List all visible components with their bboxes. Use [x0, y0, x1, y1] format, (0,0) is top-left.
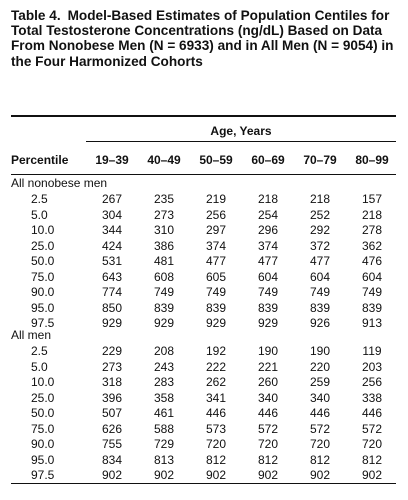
value-cell: 749 — [309, 285, 331, 299]
value-cell: 446 — [309, 406, 331, 420]
value-cell: 749 — [257, 285, 279, 299]
value-cell: 235 — [153, 192, 175, 206]
value-cell: 318 — [101, 375, 123, 389]
value-cell: 461 — [153, 406, 175, 420]
value-cell: 256 — [205, 207, 227, 222]
value-cell: 358 — [153, 390, 175, 405]
value-cell: 477 — [257, 254, 279, 268]
value-cell: 643 — [101, 269, 123, 284]
percentile-cell: 90.0 — [31, 437, 55, 451]
value-cell: 604 — [257, 269, 279, 284]
value-cell: 720 — [309, 437, 331, 451]
percentile-cell: 75.0 — [31, 269, 55, 284]
top-rule — [11, 115, 396, 117]
percentile-cell: 95.0 — [31, 452, 55, 467]
value-cell: 446 — [205, 406, 227, 420]
table-row — [0, 285, 408, 301]
value-cell: 834 — [101, 452, 123, 467]
age-spanner-header: Age, Years — [210, 124, 272, 138]
value-cell: 273 — [101, 359, 123, 374]
value-cell: 839 — [361, 300, 383, 315]
percentile-cell: 25.0 — [31, 390, 55, 405]
value-cell: 902 — [101, 468, 123, 482]
value-cell: 481 — [153, 254, 175, 268]
value-cell: 605 — [205, 269, 227, 284]
value-cell: 720 — [361, 437, 383, 451]
percentile-cell: 5.0 — [31, 359, 48, 374]
value-cell: 259 — [309, 375, 331, 389]
value-cell: 372 — [309, 238, 331, 253]
value-cell: 850 — [101, 300, 123, 315]
value-cell: 220 — [309, 359, 331, 374]
value-cell: 304 — [101, 207, 123, 222]
value-cell: 929 — [257, 316, 279, 330]
value-cell: 476 — [361, 254, 383, 268]
value-cell: 902 — [257, 468, 279, 482]
value-cell: 839 — [309, 300, 331, 315]
percentile-cell: 50.0 — [31, 406, 55, 420]
value-cell: 477 — [205, 254, 227, 268]
header-rule — [11, 174, 396, 175]
table-row — [0, 254, 408, 270]
table-row — [0, 223, 408, 239]
section-title: All nonobese men — [11, 176, 108, 190]
section-title: All men — [11, 328, 52, 342]
percentile-cell: 10.0 — [31, 375, 55, 389]
table-row — [0, 239, 408, 255]
percentile-cell: 25.0 — [31, 238, 55, 253]
value-cell: 929 — [205, 316, 227, 330]
table-row — [0, 391, 408, 407]
value-cell: 208 — [153, 344, 175, 358]
value-cell: 929 — [153, 316, 175, 330]
table-row — [0, 344, 408, 360]
value-cell: 218 — [309, 192, 331, 206]
value-cell: 292 — [309, 223, 331, 237]
value-cell: 573 — [205, 421, 227, 436]
value-cell: 243 — [153, 359, 175, 374]
value-cell: 839 — [205, 300, 227, 315]
value-cell: 267 — [101, 192, 123, 206]
table-title-text: Model-Based Estimates of Population Centiles for Total Testosterone Concentrations (ng/dL) Based on Data From Nonobese Men (N = 6933) and in All Men (N = 9054) in the Four Harmonized Cohorts — [11, 8, 394, 69]
value-cell: 203 — [361, 359, 383, 374]
value-cell: 278 — [361, 223, 383, 237]
table-row — [0, 360, 408, 376]
value-cell: 926 — [309, 316, 331, 330]
value-cell: 374 — [205, 238, 227, 253]
value-cell: 902 — [205, 468, 227, 482]
table-row — [0, 468, 408, 484]
percentile-cell: 97.5 — [31, 468, 55, 482]
value-cell: 572 — [361, 421, 383, 436]
percentile-cell: 90.0 — [31, 285, 55, 299]
value-cell: 424 — [101, 238, 123, 253]
percentile-cell: 2.5 — [31, 344, 48, 358]
value-cell: 157 — [361, 192, 383, 206]
percentile-cell: 95.0 — [31, 300, 55, 315]
age-column-header: 80–99 — [355, 153, 389, 167]
value-cell: 902 — [309, 468, 331, 482]
table-row — [0, 208, 408, 224]
value-cell: 812 — [205, 452, 227, 467]
age-column-header: 60–69 — [251, 153, 285, 167]
value-cell: 341 — [205, 390, 227, 405]
value-cell: 812 — [257, 452, 279, 467]
table-row — [0, 375, 408, 391]
value-cell: 720 — [257, 437, 279, 451]
value-cell: 297 — [205, 223, 227, 237]
value-cell: 749 — [153, 285, 175, 299]
value-cell: 218 — [257, 192, 279, 206]
age-column-header: 70–79 — [303, 153, 337, 167]
age-column-header: 50–59 — [199, 153, 233, 167]
value-cell: 477 — [309, 254, 331, 268]
value-cell: 749 — [361, 285, 383, 299]
percentile-cell: 50.0 — [31, 254, 55, 268]
percentile-cell: 5.0 — [31, 207, 48, 222]
value-cell: 839 — [153, 300, 175, 315]
value-cell: 340 — [257, 390, 279, 405]
value-cell: 273 — [153, 207, 175, 222]
value-cell: 913 — [361, 316, 383, 330]
table-row — [0, 301, 408, 317]
percentile-cell: 97.5 — [31, 316, 55, 330]
value-cell: 755 — [101, 437, 123, 451]
percentile-cell: 2.5 — [31, 192, 48, 206]
value-cell: 340 — [309, 390, 331, 405]
value-cell: 229 — [101, 344, 123, 358]
percentile-cell: 75.0 — [31, 421, 55, 436]
percentile-column-header: Percentile — [11, 153, 69, 167]
value-cell: 749 — [205, 285, 227, 299]
table-title — [11, 8, 403, 69]
value-cell: 507 — [101, 406, 123, 420]
value-cell: 572 — [309, 421, 331, 436]
value-cell: 531 — [101, 254, 123, 268]
age-column-header: 19–39 — [95, 153, 129, 167]
value-cell: 604 — [309, 269, 331, 284]
percentile-cell: 10.0 — [31, 223, 55, 237]
value-cell: 222 — [205, 359, 227, 374]
value-cell: 254 — [257, 207, 279, 222]
value-cell: 310 — [153, 223, 175, 237]
value-cell: 374 — [257, 238, 279, 253]
value-cell: 262 — [205, 375, 227, 389]
value-cell: 386 — [153, 238, 175, 253]
value-cell: 344 — [101, 223, 123, 237]
value-cell: 446 — [257, 406, 279, 420]
value-cell: 252 — [309, 207, 331, 222]
value-cell: 626 — [101, 421, 123, 436]
value-cell: 604 — [361, 269, 383, 284]
value-cell: 720 — [205, 437, 227, 451]
value-cell: 338 — [361, 390, 383, 405]
value-cell: 218 — [361, 207, 383, 222]
table-row — [0, 453, 408, 469]
value-cell: 813 — [153, 452, 175, 467]
value-cell: 283 — [153, 375, 175, 389]
bottom-rule — [11, 483, 396, 484]
table-row — [0, 270, 408, 286]
value-cell: 902 — [361, 468, 383, 482]
value-cell: 572 — [257, 421, 279, 436]
value-cell: 190 — [257, 344, 279, 358]
value-cell: 221 — [257, 359, 279, 374]
table-row — [0, 437, 408, 453]
value-cell: 902 — [153, 468, 175, 482]
value-cell: 119 — [362, 344, 382, 358]
value-cell: 190 — [309, 344, 331, 358]
value-cell: 929 — [101, 316, 123, 330]
table-row — [0, 192, 408, 208]
value-cell: 812 — [361, 452, 383, 467]
value-cell: 588 — [153, 421, 175, 436]
value-cell: 219 — [205, 192, 227, 206]
value-cell: 608 — [153, 269, 175, 284]
value-cell: 774 — [101, 285, 123, 299]
value-cell: 812 — [309, 452, 331, 467]
value-cell: 296 — [257, 223, 279, 237]
spanner-rule — [86, 141, 396, 142]
table-row — [0, 406, 408, 422]
table-label: Table 4. — [11, 8, 61, 23]
value-cell: 839 — [257, 300, 279, 315]
table-row — [0, 422, 408, 438]
age-column-header: 40–49 — [147, 153, 181, 167]
value-cell: 396 — [101, 390, 123, 405]
value-cell: 729 — [153, 437, 175, 451]
value-cell: 260 — [257, 375, 279, 389]
value-cell: 446 — [361, 406, 383, 420]
value-cell: 256 — [361, 375, 383, 389]
value-cell: 362 — [361, 238, 383, 253]
value-cell: 192 — [205, 344, 227, 358]
